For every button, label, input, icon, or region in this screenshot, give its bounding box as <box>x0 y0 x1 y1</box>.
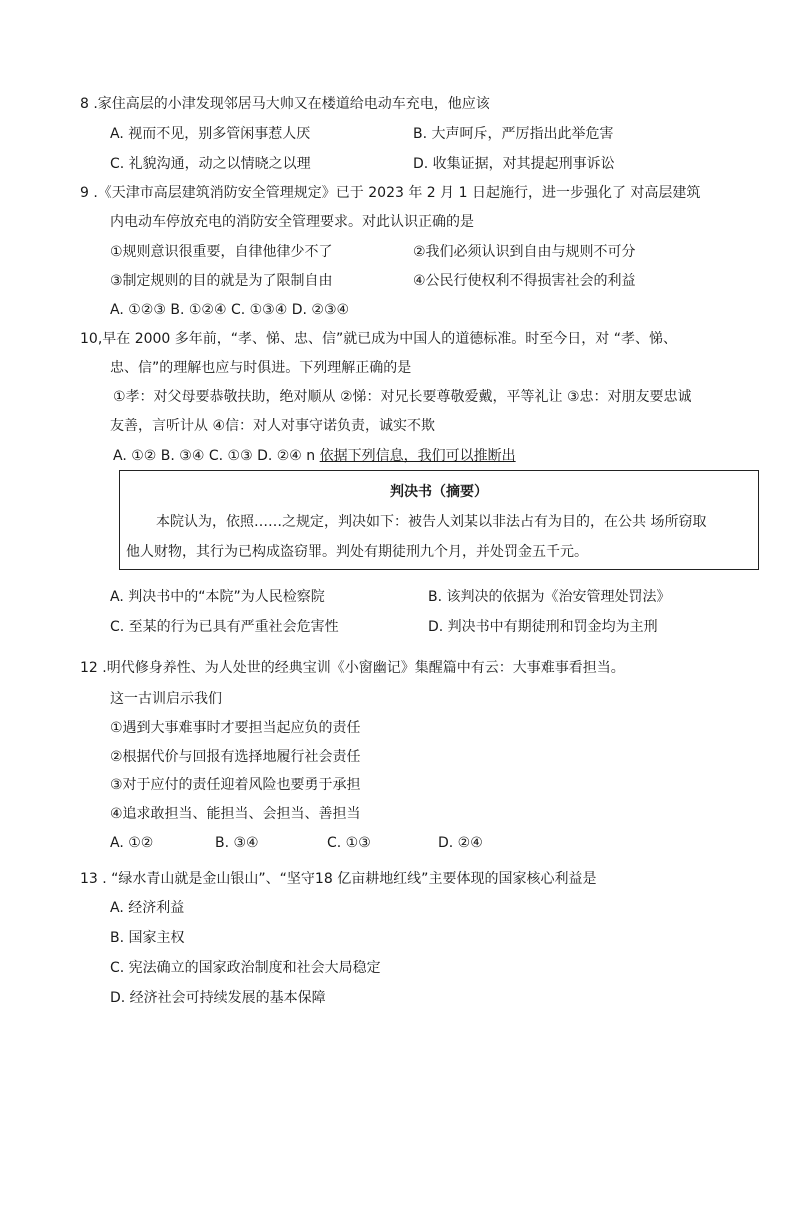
q12-stem-line1: 12 .明代修身养性、为人处世的经典宝训《小窗幽记》集醒篇中有云：大事难事看担当。 <box>80 660 625 676</box>
q12-option-d[interactable]: D. ②④ <box>438 835 483 851</box>
q12-statement-3: ③对于应付的责任迎着风险也要勇于承担 <box>110 777 361 793</box>
judgment-text-line1: 本院认为，依照……之规定，判决如下：被告人刘某以非法占有为目的，在公共 场所窃取 <box>156 514 707 530</box>
judgment-text-line2: 他人财物，其行为已构成盗窃罪。判处有期徒刑九个月，并处罚金五千元。 <box>126 544 588 560</box>
q8-option-c[interactable]: C. 礼貌沟通，动之以情晓之以理 <box>110 156 311 172</box>
q12-option-b[interactable]: B. ③④ <box>215 835 259 851</box>
q11-option-d[interactable]: D. 判决书中有期徒刑和罚金均为主刑 <box>428 619 658 635</box>
q10-options-and-q11-stem <box>113 447 516 465</box>
q8-option-a[interactable]: A. 视而不见，别多管闲事惹人厌 <box>110 126 311 142</box>
q12-statement-1: ①遇到大事难事时才要担当起应负的责任 <box>110 720 361 736</box>
judgment-title: 判决书（摘要） <box>390 484 488 500</box>
q13-option-c[interactable]: C. 宪法确立的国家政治制度和社会大局稳定 <box>110 960 381 976</box>
q11-option-a[interactable]: A. 判决书中的“本院”为人民检察院 <box>110 589 325 605</box>
q12-statement-2: ②根据代价与回报有选择地履行社会责任 <box>110 749 361 765</box>
q13-stem: 13 . “绿水青山就是金山银山”、“坚守18 亿亩耕地红线”主要体现的国家核心利益是 <box>80 871 597 887</box>
q9-options[interactable]: A. ①②③ B. ①②④ C. ①③④ D. ②③④ <box>110 302 350 318</box>
q11-option-c[interactable]: C. 至某的行为已具有严重社会危害性 <box>110 619 339 635</box>
q9-statement-1: ①规则意识很重要，自律他律少不了 <box>110 244 333 260</box>
q10-stem-line1: 10,早在 2000 多年前，“孝、悌、忠、信”就已成为中国人的道德标准。时至今日，对 “孝、悌、 <box>80 331 678 347</box>
q12-statement-4: ④追求敢担当、能担当、会担当、善担当 <box>110 806 361 822</box>
q9-statement-3: ③制定规则的目的就是为了限制自由 <box>110 273 333 289</box>
judgment-box <box>119 470 759 570</box>
q12-option-c[interactable]: C. ①③ <box>327 835 371 851</box>
q8-option-b[interactable]: B. 大声呵斥，严厉指出此举危害 <box>413 126 614 142</box>
q11-option-b[interactable]: B. 该判决的依据为《治安管理处罚法》 <box>428 589 671 605</box>
q11-stem: 依据下列信息，我们可以推断出 <box>319 448 516 464</box>
q12-stem-line2: 这一古训启示我们 <box>110 691 222 707</box>
q13-option-d[interactable]: D. 经济社会可持续发展的基本保障 <box>110 990 326 1006</box>
q9-stem-line1: 9 .《天津市高层建筑消防安全管理规定》已于 2023 年 2 月 1 日起施行，进一步强化了 对高层建筑 <box>80 185 701 201</box>
q10-statements-line1: ①孝：对父母要恭敬扶助，绝对顺从 ②悌：对兄长要尊敬爱戴，平等礼让 ③忠：对朋友要忠诚 <box>113 389 692 405</box>
q12-option-a[interactable]: A. ①② <box>110 835 154 851</box>
q9-stem-line2: 内电动车停放充电的消防安全管理要求。对此认识正确的是 <box>110 214 474 230</box>
q10-stem-line2: 忠、信”的理解也应与时俱进。下列理解正确的是 <box>110 360 412 376</box>
q13-option-a[interactable]: A. 经济利益 <box>110 900 185 916</box>
q9-statement-2: ②我们必须认识到自由与规则不可分 <box>413 244 636 260</box>
q10-options[interactable]: A. ①② B. ③④ C. ①③ D. ②④ n <box>113 448 320 464</box>
q10-statements-line2: 友善，言听计从 ④信：对人对事守诺负责，诚实不欺 <box>110 418 435 434</box>
q9-statement-4: ④公民行使权利不得损害社会的利益 <box>413 273 636 289</box>
q8-stem: 8 .家住高层的小津发现邻居马大帅又在楼道给电动车充电，他应该 <box>80 96 490 112</box>
q8-option-d[interactable]: D. 收集证据，对其提起刑事诉讼 <box>413 156 615 172</box>
q13-option-b[interactable]: B. 国家主权 <box>110 930 185 946</box>
